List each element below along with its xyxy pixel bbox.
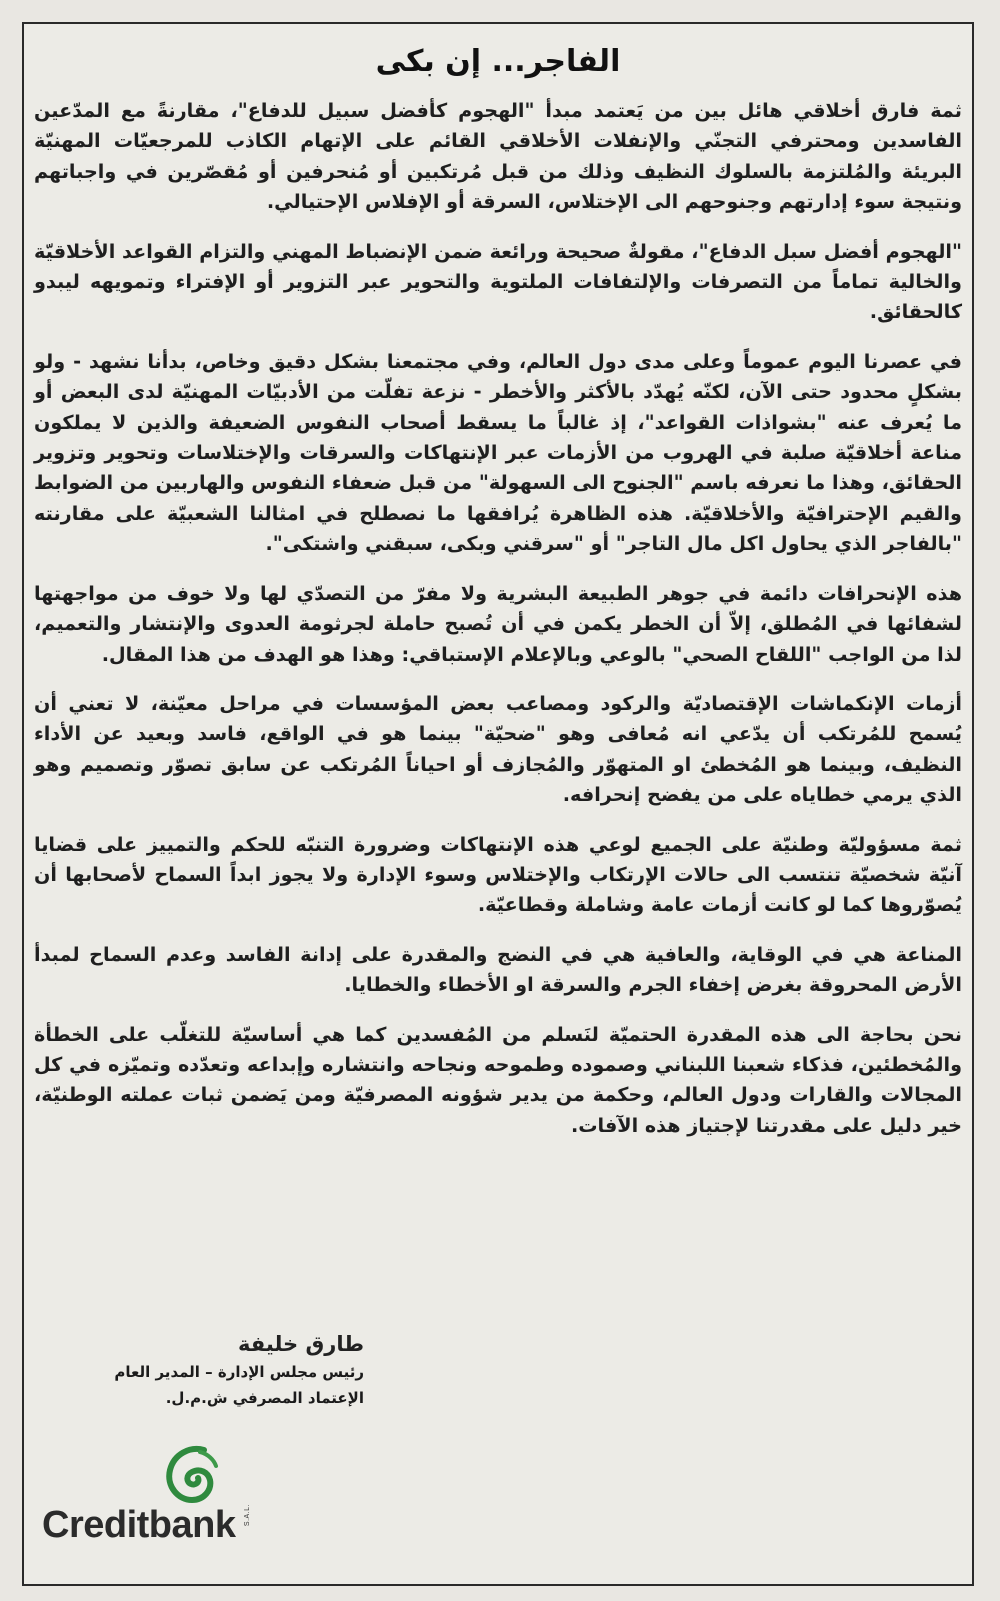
article-paragraph-3: في عصرنا اليوم عموماً وعلى مدى دول العالم، وفي مجتمعنا بشكل دقيق وخاص، بدأنا نشهد - ولو بشكلٍ محدود حتى الآن، لكنّه يُهدّد بالأكثر والأخطر - نزعة تفلّت من الأدبيّات المهنيّة لدى البعض أو ما يُعرف عنه "بشواذات القواعد"، إذ غالباً ما يسقط أصحاب النفوس الضعيفة والذين لا يملكون مناعة أخلاقيّة صلبة في الهروب من الأزمات عبر الإنتهاكات والسرقات والإختلاسات وتحوير وتزوير الحقائق، وهذا ما نعرفه باسم "الجنوح الى السهولة" من قبل ضعفاء النفوس والهاربين من الضوابط والقيم الإحترافيّة والأخلاقيّة. هذه الظاهرة يُرافقها ما نصطلح في امثالنا الشعبيّة على مقارنته "بالفاجر الذي يحاول اكل مال التاجر" أو "سرقني وبكى، سبقني واشتكى". <box>34 349 962 556</box>
article-paragraph-4: هذه الإنحرافات دائمة في جوهر الطبيعة البشرية ولا مفرّ من التصدّي لها ولا خوف من مواجهتها لشفائها في المُطلق، إلاّ أن الخطر يكمن في أن تُصبح حاملة لجرثومة العدوى والإنتشار والتعميم، لذا من الواجب "اللقاح الصحي" بالوعي وبالإعلام الإستباقي: وهذا هو الهدف من هذا المقال. <box>34 581 962 666</box>
logo-wordmark: Creditbank <box>42 1504 236 1546</box>
article-paragraph-8: نحن بحاجة الى هذه المقدرة الحتميّة لنَسلم من المُفسدين كما هي أساسيّة للتغلّب على الخطأة والمُخطئين، فذكاء شعبنا اللبناني وصموده وطموحه ونجاحه وانتشاره وإبداعه وتعدّده وتميّزه في كل المجالات والقارات ودول العالم، وحكمة من يدير شؤونه المصرفيّة ومن يَضمن ثبات عملته الوطنيّة، خير دليل على مقدرتنا لإجتياز هذه الآفات. <box>34 1022 962 1137</box>
creditbank-swirl-icon <box>160 1444 220 1506</box>
logo-suffix: S.A.L. <box>244 1504 251 1527</box>
article-paragraph-1: ثمة فارق أخلاقي هائل بين من يَعتمد مبدأ "الهجوم كأفضل سبيل للدفاع"، مقارنةً مع المدّعين الفاسدين ومحترفي التجنّي والإنفلات الأخلاقي القائم على الإتهام الكاذب للمرجعيّات المهنيّة البريئة والمُلتزمة بالسلوك النظيف وذلك من قبل مُرتكبين أو مُنحرفين أو مُقصّرين في واجباتهم ونتيجة سوء إدارتهم وجنوحهم الى الإختلاس، السرقة أو الإفلاس الإحتيالي. <box>34 99 962 214</box>
article-paragraph-7: المناعة هي في الوقاية، والعافية هي في النضج والمقدرة على إدانة الفاسد وعدم السماح لمبدأ الأرض المحروقة بغرض إخفاء الجرم والسرقة او الأخطاء والخطايا. <box>34 942 962 997</box>
signature-position: رئيس مجلس الإدارة – المدير العام <box>114 1363 364 1381</box>
signature-block <box>44 1329 364 1411</box>
signature-name: طارق خليفة <box>238 1332 364 1356</box>
article-paragraph-2: "الهجوم أفضل سبل الدفاع"، مقولةٌ صحيحة ورائعة ضمن الإنضباط المهني والتزام القواعد الأخلاقيّة والخالية تماماً من التصرفات والإلتفافات الملتوية والتحوير عبر التزوير أو الإفتراء وتمويهه ليبدو كالحقائق. <box>34 239 962 324</box>
article-paragraph-5: أزمات الإنكماشات الإقتصاديّة والركود ومصاعب بعض المؤسسات في مراحل معيّنة، لا تعني أن يُسمح للمُرتكب أن يدّعي انه مُعافى وهو "ضحيّة" بينما هو في الواقع، فاسد وبعيد عن الأداء النظيف، وبينما هو المُخطئ او المتهوّر والمُجازف أو احياناً المُرتكب عن سابق تصوّر وتصميم وهو الذي يرمي خطاياه على من يفضح إنحرافه. <box>34 691 962 807</box>
article-title: الفاجر... إن بكى <box>375 44 621 79</box>
ad-frame <box>22 22 974 1586</box>
creditbank-logo <box>42 1444 272 1564</box>
signature-company: الإعتماد المصرفي ش.م.ل. <box>165 1389 364 1407</box>
article-paragraph-6: ثمة مسؤوليّة وطنيّة على الجميع لوعي هذه الإنتهاكات وضرورة التنبّه للحكم والتمييز على قضايا آنيّة شخصيّة تنتسب الى حالات الإرتكاب والإختلاس وسوء الإدارة ولا يجوز ابداً السماح لأصحابها أن يُصوّروها كما لو كانت أزمات عامة وشاملة وقطاعيّة. <box>34 832 962 917</box>
